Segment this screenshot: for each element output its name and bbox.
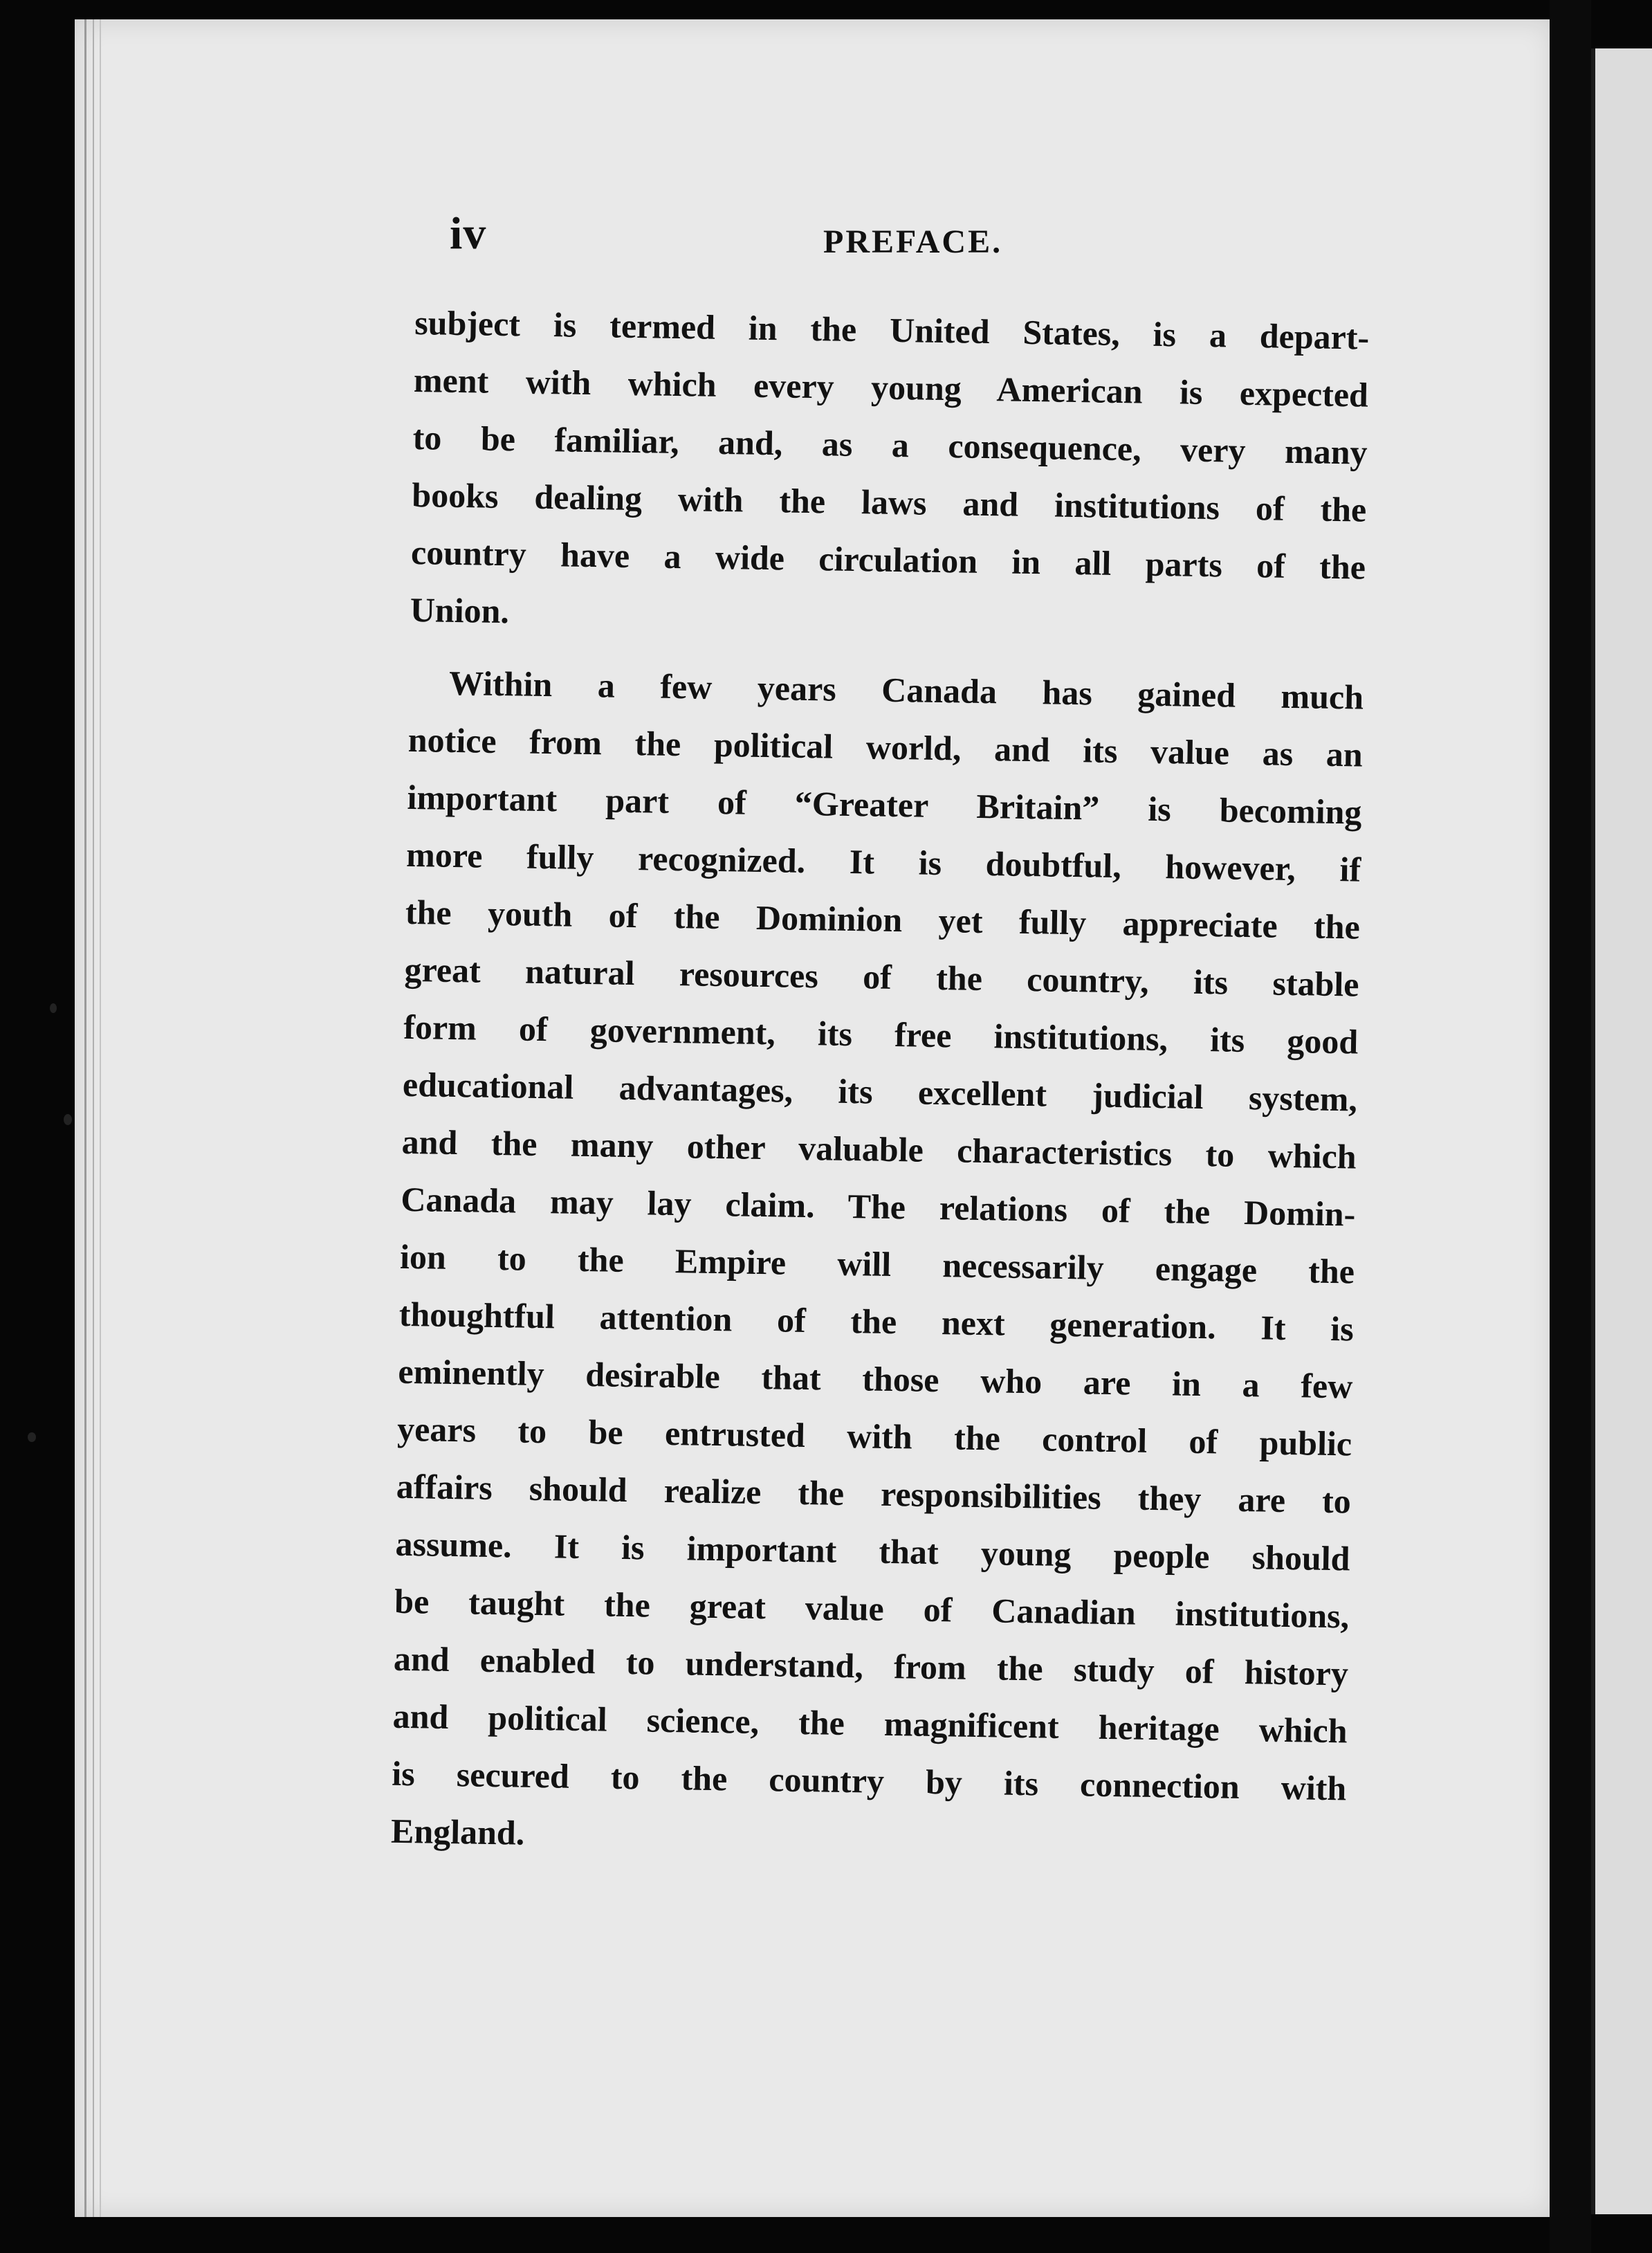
text-line: eminently desirable that those who are in a few (398, 1351, 1353, 1406)
text-line: affairs should realize the responsibilities they are to (396, 1466, 1352, 1521)
text-line: ion to the Empire will necessarily engage the (399, 1237, 1355, 1291)
text-line: Union. (410, 590, 510, 631)
text-line: be taught the great value of Canadian institutions, (394, 1581, 1350, 1636)
text-line: the youth of the Dominion yet fully appreciate the (405, 892, 1361, 947)
page-edge-line (93, 19, 94, 2217)
scan-speck (64, 1114, 72, 1125)
text-line: great natural resources of the country, its stable (404, 949, 1359, 1004)
text-line: Canada may lay claim. The relations of the Domin- (401, 1179, 1356, 1234)
text-line: thoughtful attention of the next generation. It is (398, 1294, 1355, 1349)
text-line: ment with which every young American is expected (413, 360, 1369, 414)
text-line: educational advantages, its excellent judicial system, (402, 1064, 1358, 1119)
text-line: and enabled to understand, from the study of history (393, 1639, 1349, 1693)
text-line: Within a few years Canada has gained much (448, 663, 1364, 717)
text-line: England. (390, 1811, 525, 1852)
binding-gutter (1550, 0, 1591, 2253)
next-page-edge (1595, 48, 1652, 2214)
text-line: and the many other valuable characteristics to which (401, 1122, 1357, 1176)
scan-speck (50, 1003, 57, 1013)
page-edge-line (100, 19, 101, 2217)
text-line: form of government, its free institutions, its good (403, 1007, 1359, 1061)
text-line: to be familiar, and, as a consequence, very many (412, 417, 1368, 472)
text-line: subject is termed in the United States, is a depart- (414, 302, 1370, 357)
text-line: books dealing with the laws and institutions of the (412, 475, 1367, 529)
scan-speck (28, 1432, 36, 1442)
running-head (450, 208, 1363, 270)
page-number: iv (450, 208, 487, 259)
text-line: more fully recognized. It is doubtful, however, if (405, 834, 1361, 889)
text-line: is secured to the country by its connection with (391, 1753, 1347, 1808)
text-line: notice from the political world, and its value as an (407, 720, 1364, 774)
paragraph (410, 294, 1370, 654)
text-line: years to be entrusted with the control of public (396, 1409, 1352, 1463)
running-title: PREFACE. (823, 224, 1003, 260)
text-line: country have a wide circulation in all parts of the (410, 532, 1366, 587)
page-edge-line (84, 19, 86, 2217)
text-line: important part of “Greater Britain” is becoming (407, 777, 1362, 832)
text-line: assume. It is important that young people should (395, 1524, 1350, 1578)
preface-body (390, 294, 1369, 1875)
text-line: and political science, the magnificent heritage which (392, 1696, 1348, 1751)
paragraph (390, 654, 1364, 1875)
